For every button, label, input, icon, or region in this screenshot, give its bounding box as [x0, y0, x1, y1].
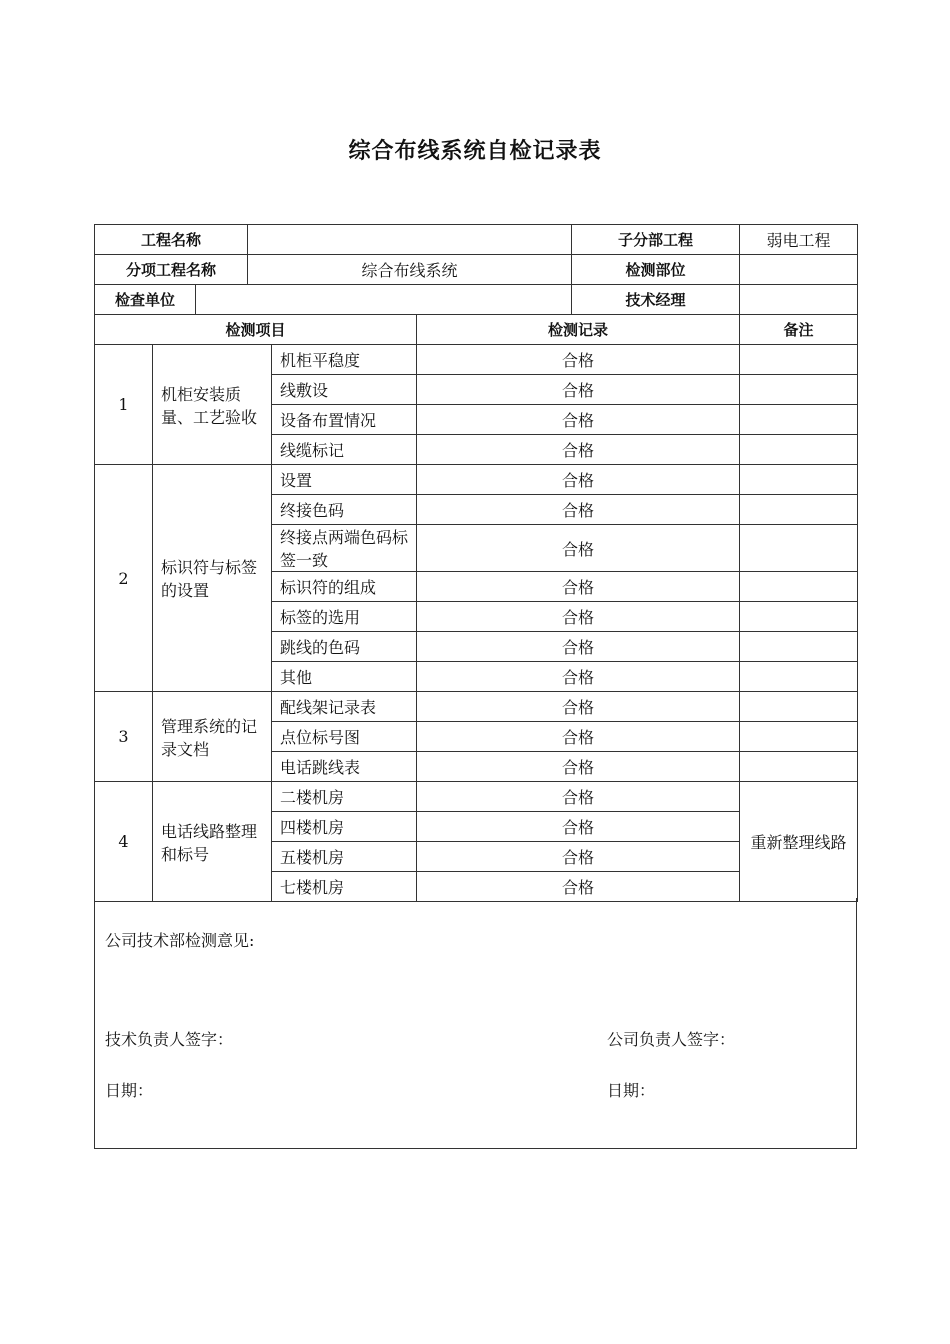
sub-dept-label: 子分部工程	[572, 225, 740, 255]
inspect-unit-label: 检查单位	[95, 285, 196, 315]
inspect-unit-field[interactable]	[196, 285, 572, 315]
table-row	[95, 692, 858, 722]
result-cell[interactable]: 合格	[417, 465, 740, 495]
group-name: 机柜安装质量、工艺验收	[153, 345, 272, 465]
group-number: 4	[95, 782, 153, 902]
column-record: 检测记录	[417, 315, 740, 345]
sub-item: 线敷设	[272, 375, 417, 405]
remark-cell[interactable]	[740, 465, 858, 495]
sub-item: 设备布置情况	[272, 405, 417, 435]
result-cell[interactable]: 合格	[417, 435, 740, 465]
header-table	[94, 224, 858, 315]
result-cell[interactable]: 合格	[417, 405, 740, 435]
result-cell[interactable]: 合格	[417, 495, 740, 525]
remark-cell[interactable]	[740, 752, 858, 782]
result-cell[interactable]: 合格	[417, 602, 740, 632]
remark-cell[interactable]	[740, 632, 858, 662]
result-cell[interactable]: 合格	[417, 812, 740, 842]
group-number: 2	[95, 465, 153, 692]
result-cell[interactable]: 合格	[417, 782, 740, 812]
item-name-field[interactable]: 综合布线系统	[248, 255, 572, 285]
group-number: 3	[95, 692, 153, 782]
sub-item: 标识符的组成	[272, 572, 417, 602]
sub-item: 电话跳线表	[272, 752, 417, 782]
opinion-section	[94, 898, 857, 1149]
inspect-part-field[interactable]	[740, 255, 858, 285]
column-remark: 备注	[740, 315, 858, 345]
sub-item: 机柜平稳度	[272, 345, 417, 375]
result-cell[interactable]: 合格	[417, 842, 740, 872]
header-row-project	[95, 225, 858, 255]
remark-cell[interactable]	[740, 572, 858, 602]
sub-item: 其他	[272, 662, 417, 692]
remark-cell[interactable]	[740, 525, 858, 572]
company-sign-label: 公司负责人签字：	[607, 1030, 736, 1049]
project-name-field[interactable]	[248, 225, 572, 255]
sub-item: 跳线的色码	[272, 632, 417, 662]
result-cell[interactable]: 合格	[417, 752, 740, 782]
result-cell[interactable]: 合格	[417, 722, 740, 752]
result-cell[interactable]: 合格	[417, 872, 740, 902]
remark-cell[interactable]	[740, 375, 858, 405]
date-label-left: 日期：	[105, 1081, 154, 1100]
sub-item: 五楼机房	[272, 842, 417, 872]
inspect-part-label: 检测部位	[572, 255, 740, 285]
sub-dept-field[interactable]: 弱电工程	[740, 225, 858, 255]
project-name-label: 工程名称	[95, 225, 248, 255]
date-label-right: 日期：	[607, 1081, 656, 1100]
remark-cell[interactable]	[740, 722, 858, 752]
group-name: 标识符与标签的设置	[153, 465, 272, 692]
tech-manager-field[interactable]	[740, 285, 858, 315]
sub-item: 设置	[272, 465, 417, 495]
sub-item: 二楼机房	[272, 782, 417, 812]
result-cell[interactable]: 合格	[417, 345, 740, 375]
table-row	[95, 782, 858, 812]
result-cell[interactable]: 合格	[417, 572, 740, 602]
sub-item: 标签的选用	[272, 602, 417, 632]
result-cell[interactable]: 合格	[417, 662, 740, 692]
remark-cell[interactable]	[740, 602, 858, 632]
column-header-row	[95, 315, 858, 345]
group-name: 电话线路整理和标号	[153, 782, 272, 902]
group-name: 管理系统的记录文档	[153, 692, 272, 782]
item-name-label: 分项工程名称	[95, 255, 248, 285]
sub-item: 线缆标记	[272, 435, 417, 465]
header-row-item	[95, 255, 858, 285]
group-number: 1	[95, 345, 153, 465]
remark-cell[interactable]	[740, 345, 858, 375]
sub-item: 终接点两端色码标签一致	[272, 525, 417, 572]
remark-cell[interactable]	[740, 692, 858, 722]
result-cell[interactable]: 合格	[417, 632, 740, 662]
header-row-unit	[95, 285, 858, 315]
sub-item: 终接色码	[272, 495, 417, 525]
remark-cell[interactable]	[740, 662, 858, 692]
sub-item: 四楼机房	[272, 812, 417, 842]
page-title: 综合布线系统自检记录表	[348, 139, 602, 164]
table-row	[95, 465, 858, 495]
remark-cell[interactable]	[740, 405, 858, 435]
result-cell[interactable]: 合格	[417, 375, 740, 405]
opinion-label: 公司技术部检测意见:	[105, 931, 255, 950]
sub-item: 配线架记录表	[272, 692, 417, 722]
tech-sign-label: 技术负责人签字：	[105, 1030, 234, 1049]
remark-cell[interactable]	[740, 435, 858, 465]
remark-cell[interactable]: 重新整理线路	[740, 782, 858, 902]
sub-item: 点位标号图	[272, 722, 417, 752]
inspection-table	[94, 314, 858, 902]
remark-cell[interactable]	[740, 495, 858, 525]
result-cell[interactable]: 合格	[417, 525, 740, 572]
sub-item: 七楼机房	[272, 872, 417, 902]
result-cell[interactable]: 合格	[417, 692, 740, 722]
column-item: 检测项目	[95, 315, 417, 345]
tech-manager-label: 技术经理	[572, 285, 740, 315]
table-row	[95, 345, 858, 375]
